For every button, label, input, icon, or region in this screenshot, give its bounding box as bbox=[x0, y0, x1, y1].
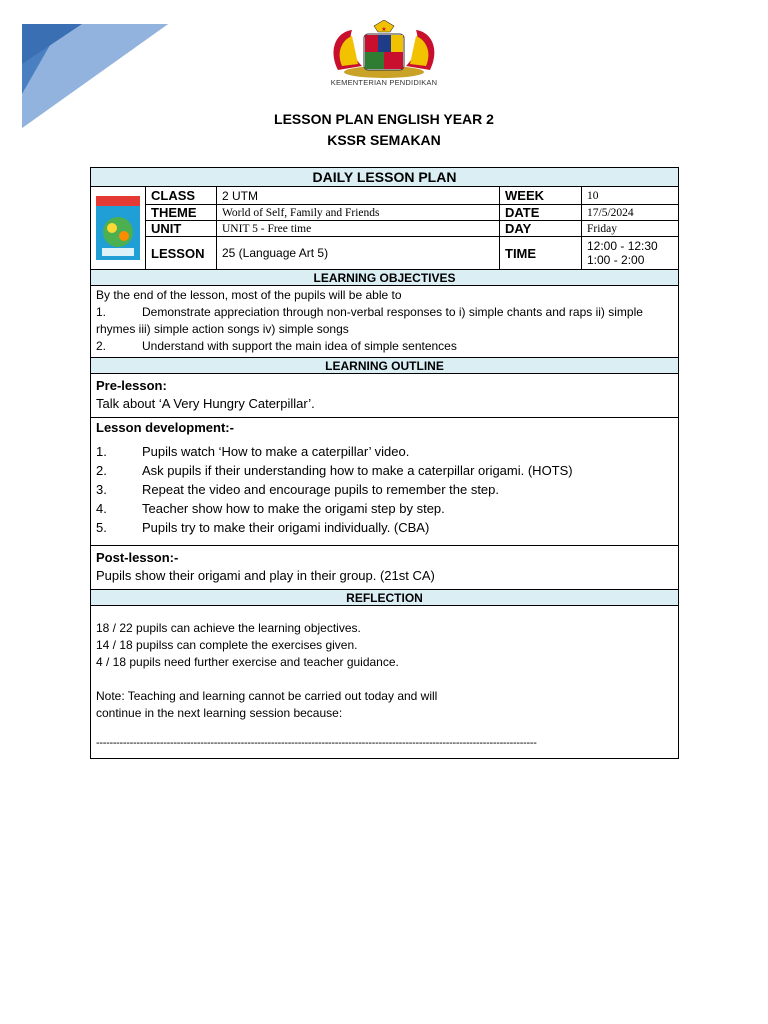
time-label: TIME bbox=[500, 237, 582, 269]
theme-value: World of Self, Family and Friends bbox=[217, 205, 500, 221]
reflection-note-continuation: continue in the next learning session because: bbox=[96, 706, 343, 720]
reflection-note: Note: Teaching and learning cannot be carried out today and will bbox=[96, 689, 438, 703]
reflection-heading: REFLECTION bbox=[91, 590, 678, 606]
class-label: CLASS bbox=[146, 187, 217, 205]
lesson-info-block bbox=[91, 187, 678, 270]
super-minds-book-icon bbox=[96, 196, 140, 260]
objective-item: 1. Demonstrate appreciation through non-verbal responses to i) simple chants and raps ii) simple bbox=[96, 305, 643, 319]
learning-outline-heading: LEARNING OUTLINE bbox=[91, 358, 678, 374]
reflection-blank-line: ----------------------------------------------------------------------------------------------------------------------------------- bbox=[96, 737, 537, 749]
day-value: Friday bbox=[582, 221, 678, 237]
development-step: 2. Ask pupils if their understanding how to make a caterpillar origami. (HOTS) bbox=[96, 463, 573, 478]
reflection-section bbox=[91, 606, 678, 758]
learning-objectives-heading: LEARNING OBJECTIVES bbox=[91, 270, 678, 286]
post-lesson-text: Pupils show their origami and play in their group. (21st CA) bbox=[96, 568, 435, 583]
unit-label: UNIT bbox=[146, 221, 217, 237]
time-value bbox=[582, 237, 678, 269]
class-value: 2 UTM bbox=[217, 187, 500, 205]
objective-item: 2. Understand with support the main idea of simple sentences bbox=[96, 339, 457, 353]
week-value: 10 bbox=[582, 187, 678, 205]
objectives-intro: By the end of the lesson, most of the pupils will be able to bbox=[96, 288, 402, 302]
document-title: LESSON PLAN ENGLISH YEAR 2 bbox=[274, 111, 494, 127]
theme-label: THEME bbox=[146, 205, 217, 221]
daily-lesson-plan-heading: DAILY LESSON PLAN bbox=[91, 168, 678, 187]
document-subtitle: KSSR SEMAKAN bbox=[327, 132, 441, 148]
svg-text:★: ★ bbox=[381, 26, 387, 33]
lesson-value: 25 (Language Art 5) bbox=[217, 237, 500, 269]
textbook-cover-image bbox=[91, 187, 146, 269]
pre-lesson-title: Pre-lesson: bbox=[96, 378, 167, 393]
post-lesson-section bbox=[91, 546, 678, 590]
unit-value: UNIT 5 - Free time bbox=[217, 221, 500, 237]
lesson-label: LESSON bbox=[146, 237, 217, 269]
lesson-plan-table bbox=[90, 167, 679, 759]
lesson-development-section bbox=[91, 418, 678, 546]
date-value: 17/5/2024 bbox=[582, 205, 678, 221]
date-label: DATE bbox=[500, 205, 582, 221]
day-label: DAY bbox=[500, 221, 582, 237]
development-step: 5. Pupils try to make their origami individually. (CBA) bbox=[96, 520, 430, 535]
reflection-line: 4 / 18 pupils need further exercise and teacher guidance. bbox=[96, 655, 399, 669]
development-step: 1. Pupils watch ‘How to make a caterpillar’ video. bbox=[96, 444, 410, 459]
time-value-1: 12:00 - 12:30 bbox=[587, 239, 658, 253]
post-lesson-title: Post-lesson:- bbox=[96, 550, 179, 565]
learning-objectives-section bbox=[91, 286, 678, 358]
reflection-line: 14 / 18 pupilss can complete the exercises given. bbox=[96, 638, 358, 652]
week-label: WEEK bbox=[500, 187, 582, 205]
objective-item-continuation: rhymes iii) simple action songs iv) simple songs bbox=[96, 322, 349, 336]
time-value-2: 1:00 - 2:00 bbox=[587, 253, 645, 267]
development-step: 4. Teacher show how to make the origami step by step. bbox=[96, 501, 445, 516]
pre-lesson-section bbox=[91, 374, 678, 418]
lesson-development-title: Lesson development:- bbox=[96, 420, 234, 435]
reflection-line: 18 / 22 pupils can achieve the learning objectives. bbox=[96, 621, 361, 635]
development-step: 3. Repeat the video and encourage pupils to remember the step. bbox=[96, 482, 500, 497]
pre-lesson-text: Talk about ‘A Very Hungry Caterpillar’. bbox=[96, 396, 315, 411]
ministry-label: KEMENTERIAN PENDIDIKAN bbox=[330, 78, 438, 87]
